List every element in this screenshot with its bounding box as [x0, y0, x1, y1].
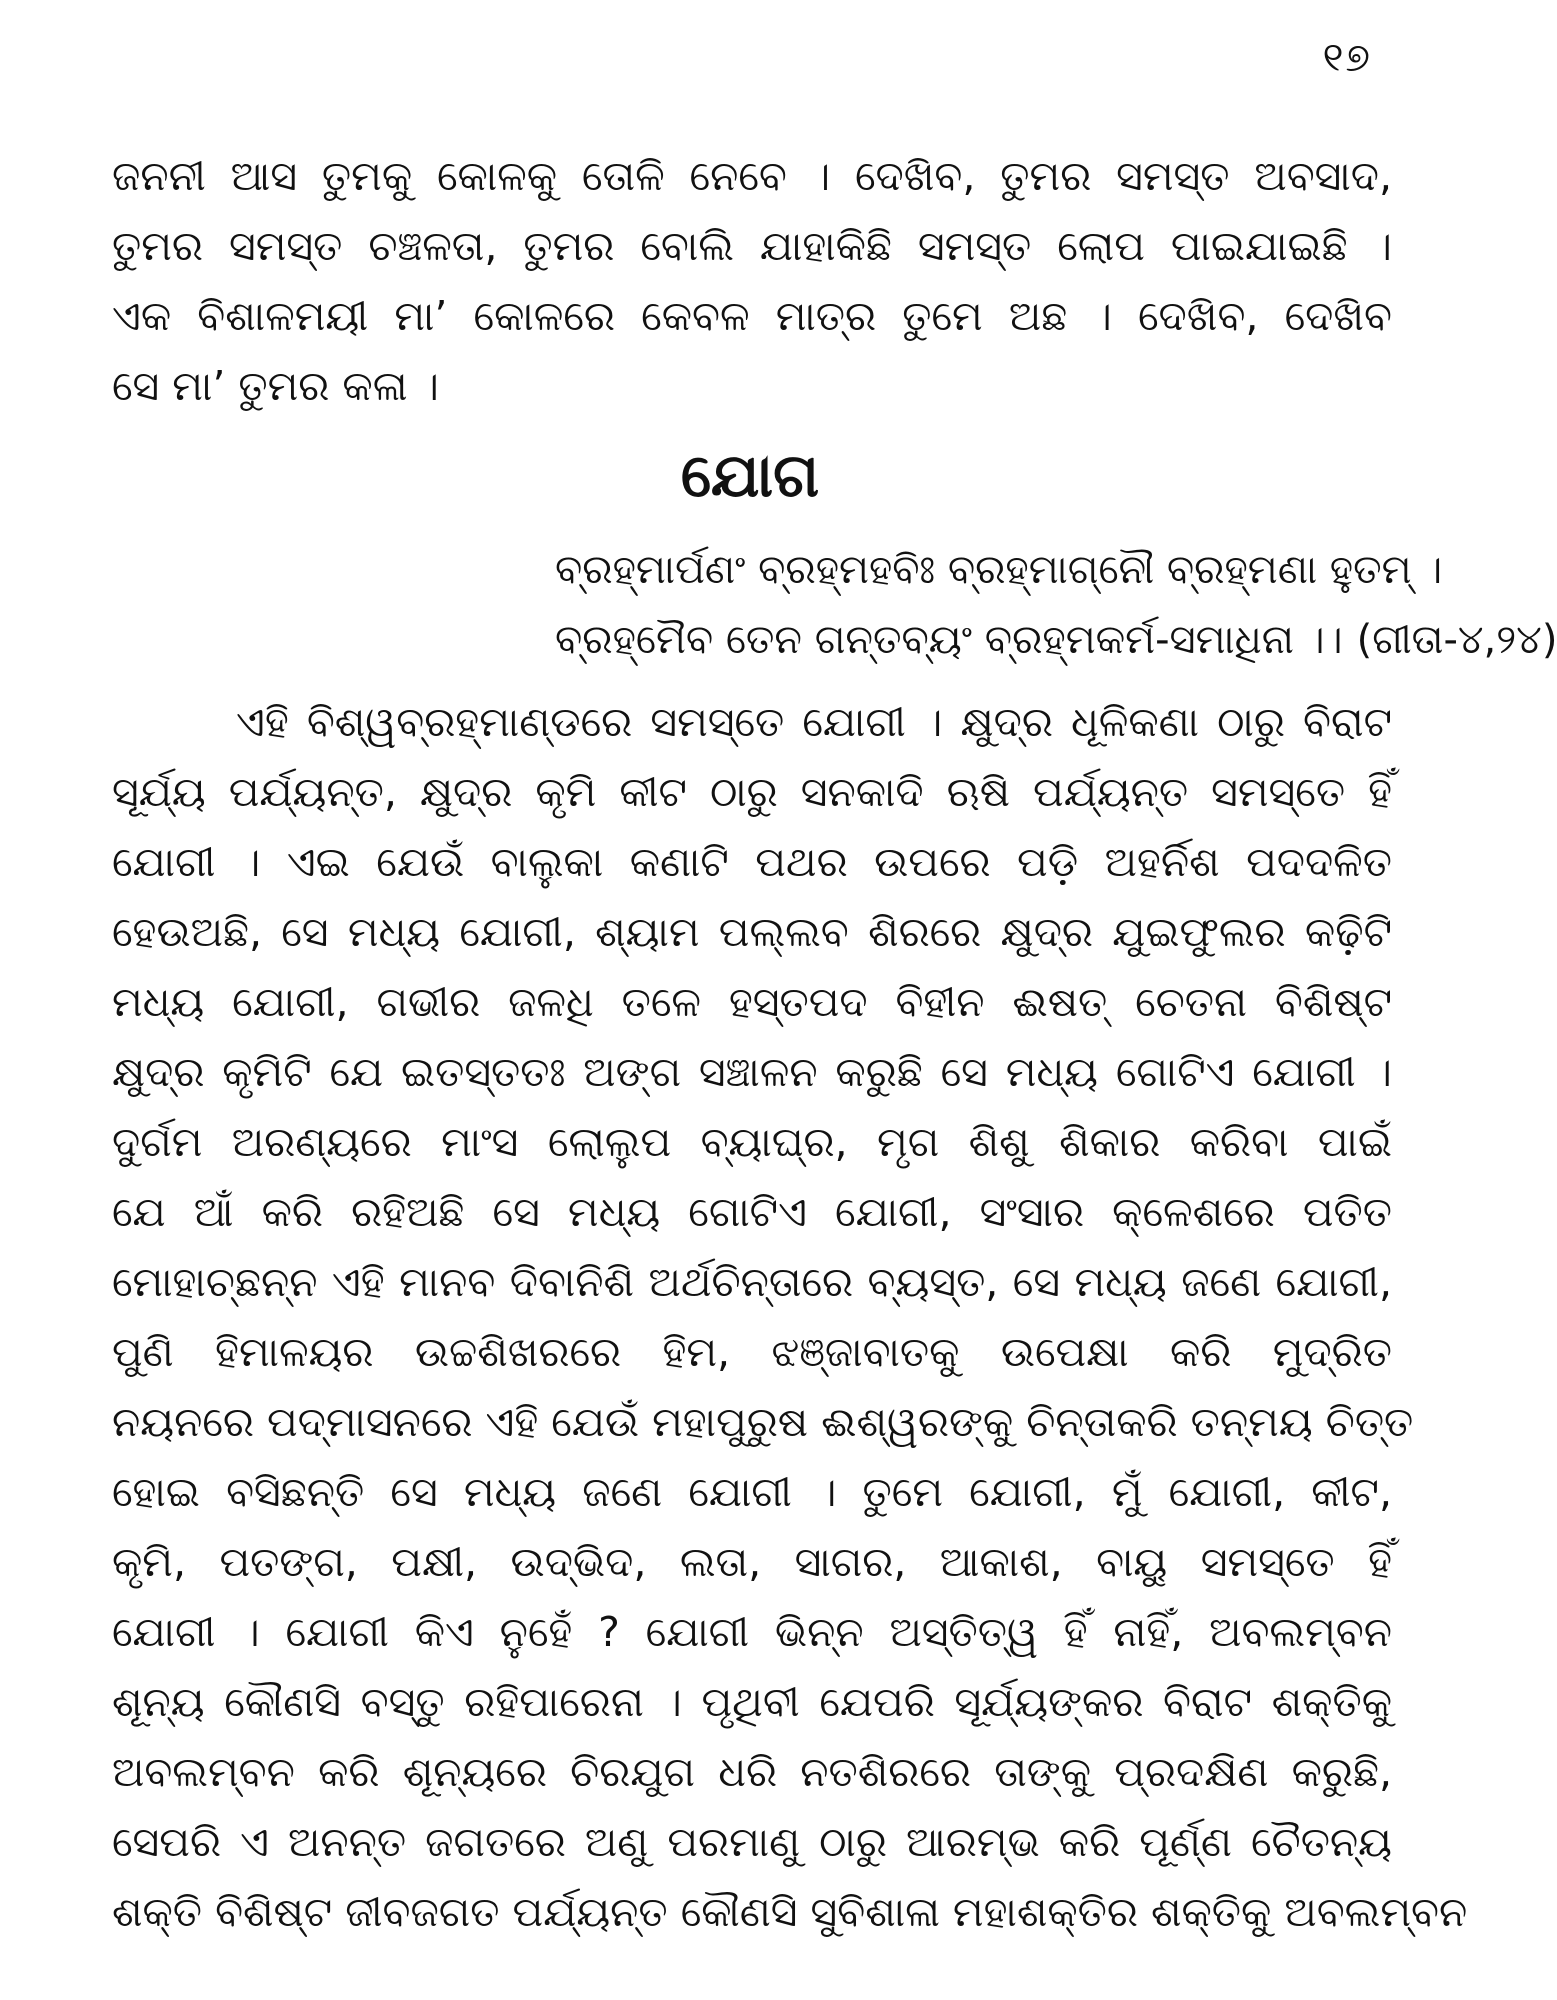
body-line-8: ଯେ ଆଁ କରି ରହିଅଛି ସେ ମଧ୍ୟ ଗୋଟିଏ ଯୋଗୀ, ସଂସାର କ୍ଳେଶରେ ପତିତ: [112, 1188, 1392, 1236]
body-line-6: କ୍ଷୁଦ୍ର କୃମିଟି ଯେ ଇତସ୍ତତଃ ଅଙ୍ଗ ସଞ୍ଚାଳନ କରୁଛି ସେ ମଧ୍ୟ ଗୋଟିଏ ଯୋଗୀ ।: [112, 1048, 1392, 1096]
body-line-10: ପୁଣି ହିମାଳୟର ଉଚ୍ଚଶିଖରରେ ହିମ, ଝଞ୍ଜାବାତକୁ ଉପେକ୍ଷା କରି ମୁଦ୍ରିତ: [112, 1328, 1392, 1376]
section-heading: ଯୋଗ: [680, 441, 820, 511]
body-line-13: କୃମି, ପତଙ୍ଗ, ପକ୍ଷୀ, ଉଦ୍ଭିଦ, ଲତା, ସାଗର, ଆକାଶ, ବାୟୁ ସମସ୍ତେ ହିଁ: [112, 1538, 1392, 1586]
body-line-12: ହୋଇ ବସିଛନ୍ତି ସେ ମଧ୍ୟ ଜଣେ ଯୋଗୀ । ତୁମେ ଯୋଗୀ, ମୁଁ ଯୋଗୀ, କୀଟ,: [112, 1468, 1392, 1516]
intro-line-2: ତୁମର ସମସ୍ତ ଚଞ୍ଚଳତା, ତୁମର ବୋଲି ଯାହାକିଛି ସମସ୍ତ ଲୋପ ପାଇଯାଇଛି ।: [112, 222, 1392, 270]
intro-line-3: ଏକ ବିଶାଳମୟୀ ମା’ କୋଳରେ କେବଳ ମାତ୍ର ତୁମେ ଅଛ । ଦେଖିବ, ଦେଖିବ: [112, 292, 1392, 340]
body-line-3: ଯୋଗୀ । ଏଇ ଯେଉଁ ବାଲୁକା କଣାଟି ପଥର ଉପରେ ପଡ଼ି ଅହର୍ନିଶ ପଦଦଳିତ: [112, 838, 1392, 886]
body-line-16: ଅବଲମ୍ବନ କରି ଶୂନ୍ୟରେ ଚିରଯୁଗ ଧରି ନତଶିରରେ ତାଙ୍କୁ ପ୍ରଦକ୍ଷିଣ କରୁଛି,: [112, 1748, 1392, 1796]
body-line-15: ଶୂନ୍ୟ କୌଣସି ବସ୍ତୁ ରହିପାରେନା । ପୃଥିବୀ ଯେପରି ସୂର୍ଯ୍ୟଙ୍କର ବିରାଟ ଶକ୍ତିକୁ: [112, 1678, 1392, 1726]
body-line-1: ଏହି ବିଶ୍ୱବ୍ରହ୍ମାଣ୍ଡରେ ସମସ୍ତେ ଯୋଗୀ । କ୍ଷୁଦ୍ର ଧୂଳିକଣା ଠାରୁ ବିରାଟ: [236, 698, 1392, 746]
verse-reference: (ଗୀତା-୪,୨୪): [1356, 617, 1557, 663]
body-line-9: ମୋହାଚ୍ଛନ୍ନ ଏହି ମାନବ ଦିବାନିଶି ଅର୍ଥଚିନ୍ତାରେ ବ୍ୟସ୍ତ, ସେ ମଧ୍ୟ ଜଣେ ଯୋଗୀ,: [112, 1258, 1392, 1306]
body-line-18: ଶକ୍ତି ବିଶିଷ୍ଟ ଜୀବଜଗତ ପର୍ଯ୍ୟନ୍ତ କୌଣସି ସୁବିଶାଳା ମହାଶକ୍ତିର ଶକ୍ତିକୁ ଅବଲମ୍ବନ: [112, 1888, 1468, 1936]
body-line-11: ନୟନରେ ପଦ୍ମାସନରେ ଏହି ଯେଉଁ ମହାପୁରୁଷ ଈଶ୍ୱରଙ୍କୁ ଚିନ୍ତାକରି ତନ୍ମୟ ଚିତ୍ତ: [112, 1398, 1414, 1446]
verse-line-2-text: ବ୍ରହ୍ମୈବ ତେନ ଗନ୍ତବ୍ୟଂ ବ୍ରହ୍ମକର୍ମ-ସମାଧିନା ।।: [555, 617, 1343, 663]
intro-line-1: ଜନନୀ ଆସ ତୁମକୁ କୋଳକୁ ତୋଳି ନେବେ । ଦେଖିବ, ତୁମର ସମସ୍ତ ଅବସାଦ,: [112, 152, 1392, 200]
verse-line-1: ବ୍ରହ୍ମାର୍ପଣଂ ବ୍ରହ୍ମହବିଃ ବ୍ରହ୍ମାଗ୍ନୌ ବ୍ରହ୍ମଣା ହୁତମ୍ ।: [555, 547, 1443, 593]
body-line-4: ହେଉଅଛି, ସେ ମଧ୍ୟ ଯୋଗୀ, ଶ୍ୟାମ ପଲ୍ଲବ ଶିରରେ କ୍ଷୁଦ୍ର ଯୁଇଫୁଲର କଢ଼ିଟି: [112, 908, 1392, 956]
body-line-7: ଦୁର୍ଗମ ଅରଣ୍ୟରେ ମାଂସ ଲୋଲୁପ ବ୍ୟାଘ୍ର, ମୃଗ ଶିଶୁ ଶିକାର କରିବା ପାଇଁ: [112, 1118, 1392, 1166]
body-line-14: ଯୋଗୀ । ଯୋଗୀ କିଏ ନୁହେଁ ? ଯୋଗୀ ଭିନ୍ନ ଅସ୍ତିତ୍ୱ ହିଁ ନାହିଁ, ଅବଲମ୍ବନ: [112, 1608, 1392, 1656]
page-number: ୧୭: [1322, 35, 1372, 81]
body-line-17: ସେପରି ଏ ଅନନ୍ତ ଜଗତରେ ଅଣୁ ପରମାଣୁ ଠାରୁ ଆରମ୍ଭ କରି ପୂର୍ଣ୍ଣ ଚୈତନ୍ୟ: [112, 1818, 1392, 1866]
body-line-5: ମଧ୍ୟ ଯୋଗୀ, ଗଭୀର ଜଳଧି ତଳେ ହସ୍ତପଦ ବିହୀନ ଈଷତ୍ ଚେତନା ବିଶିଷ୍ଟ: [112, 978, 1392, 1026]
intro-line-4: ସେ ମା’ ତୁମର କଳା ।: [112, 362, 439, 410]
body-line-2: ସୂର୍ଯ୍ୟ ପର୍ଯ୍ୟନ୍ତ, କ୍ଷୁଦ୍ର କୃମି କୀଟ ଠାରୁ ସନକାଦି ଋଷି ପର୍ଯ୍ୟନ୍ତ ସମସ୍ତେ ହିଁ: [112, 768, 1392, 816]
verse-line-2: [555, 612, 1557, 668]
